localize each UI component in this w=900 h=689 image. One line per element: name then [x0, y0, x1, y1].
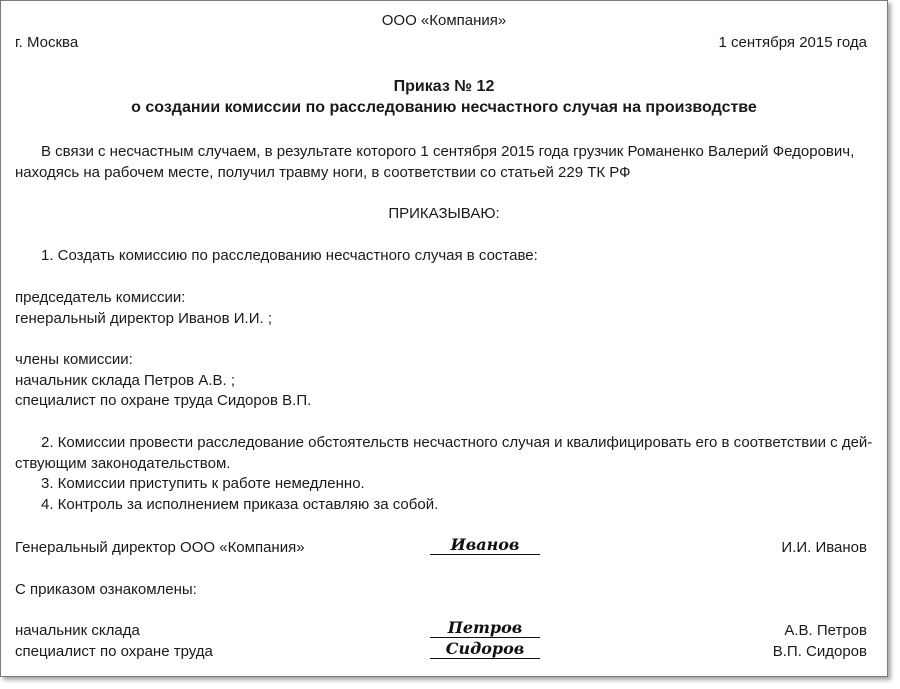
preamble-line-1: В связи с несчастным случаем, в результате которого 1 сентября 2015 года грузчик Романенко Валерий Федорович,	[41, 143, 855, 160]
acquainted-signature-line-2	[430, 658, 540, 659]
item-2-line-1: 2. Комиссии провести расследование обстоятельств несчастного случая и квалифицировать его в соответствии с дей-	[41, 434, 873, 451]
order-word: ПРИКАЗЫВАЮ:	[388, 205, 500, 222]
city: г. Москва	[15, 34, 79, 51]
members-label: члены комиссии:	[15, 351, 133, 368]
acquainted-signature-line-1	[430, 637, 540, 638]
order-title: Приказ № 12	[393, 78, 495, 95]
acquainted-position-2: специалист по охране труда	[15, 643, 213, 660]
acquainted-name-2: В.П. Сидоров	[772, 643, 867, 660]
member-1: начальник склада Петров А.В. ;	[15, 372, 235, 389]
item-2-line-2: ствующим законодательством.	[15, 455, 231, 472]
chair-person: генеральный директор Иванов И.И. ;	[15, 310, 272, 327]
director-signature-line	[430, 554, 540, 555]
member-2: специалист по охране труда Сидоров В.П.	[15, 392, 312, 409]
order-subject: о создании комиссии по расследованию несчастного случая на производстве	[131, 99, 757, 116]
acquainted-signature-1: Петров	[447, 618, 523, 637]
acquainted-signature-2: Сидоров	[445, 639, 525, 658]
item-1: 1. Создать комиссию по расследованию несчастного случая в составе:	[41, 247, 538, 264]
order-date: 1 сентября 2015 года	[718, 34, 867, 51]
signature-position: Генеральный директор ООО «Компания»	[15, 539, 305, 556]
signature-name: И.И. Иванов	[781, 539, 867, 556]
acquainted-position-1: начальник склада	[15, 622, 140, 639]
acquainted-name-1: А.В. Петров	[784, 622, 867, 639]
item-3: 3. Комиссии приступить к работе немедленно.	[41, 475, 365, 492]
item-4: 4. Контроль за исполнением приказа оставляю за собой.	[41, 496, 439, 513]
acquainted-label: С приказом ознакомлены:	[15, 581, 197, 598]
chair-label: председатель комиссии:	[15, 289, 186, 306]
director-signature: Иванов	[450, 535, 520, 554]
preamble-line-2: находясь на рабочем месте, получил травму ноги, в соответствии со статьей 229 ТК РФ	[15, 164, 631, 181]
organization-name: ООО «Компания»	[381, 12, 507, 29]
